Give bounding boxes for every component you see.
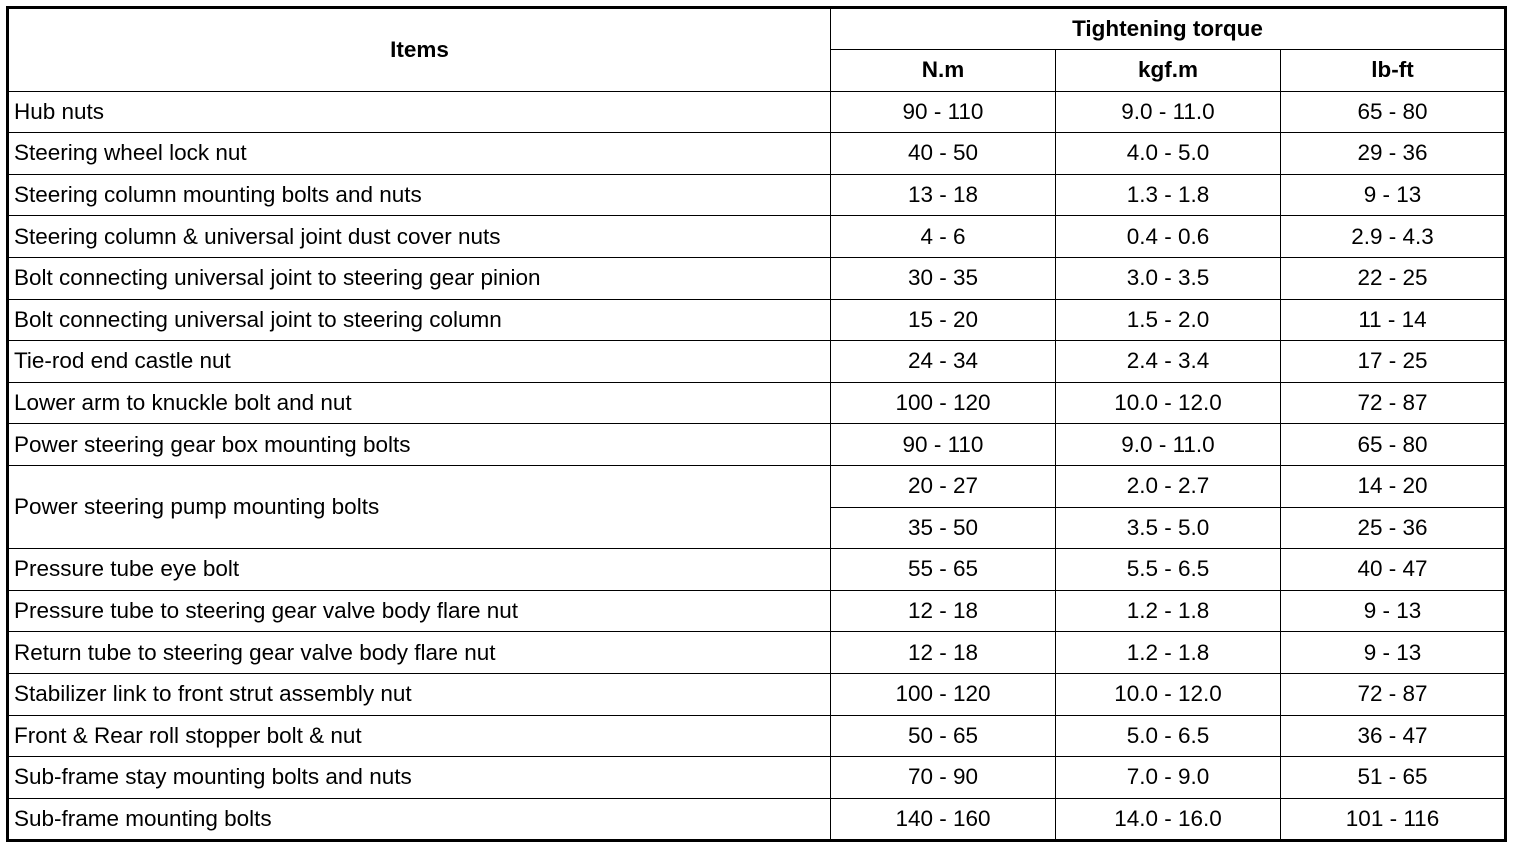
nm-cell: 55 - 65 <box>831 549 1056 591</box>
item-cell: Bolt connecting universal joint to steering gear pinion <box>8 257 831 299</box>
lbft-cell: 9 - 13 <box>1281 632 1506 674</box>
kgfm-cell: 14.0 - 16.0 <box>1056 798 1281 841</box>
table-row <box>8 590 1506 632</box>
item-cell: Bolt connecting universal joint to steering column <box>8 299 831 341</box>
nm-cell: 4 - 6 <box>831 216 1056 258</box>
lbft-cell: 51 - 65 <box>1281 757 1506 799</box>
lbft-cell: 9 - 13 <box>1281 174 1506 216</box>
nm-cell: 30 - 35 <box>831 257 1056 299</box>
nm-cell: 90 - 110 <box>831 91 1056 133</box>
lbft-cell: 65 - 80 <box>1281 424 1506 466</box>
kgfm-cell: 9.0 - 11.0 <box>1056 91 1281 133</box>
nm-cell: 40 - 50 <box>831 133 1056 175</box>
table-row <box>8 299 1506 341</box>
table-row <box>8 798 1506 841</box>
unit-header-kgfm: kgf.m <box>1056 50 1281 91</box>
lbft-cell: 65 - 80 <box>1281 91 1506 133</box>
lbft-cell: 25 - 36 <box>1281 507 1506 549</box>
lbft-cell: 2.9 - 4.3 <box>1281 216 1506 258</box>
item-cell: Power steering gear box mounting bolts <box>8 424 831 466</box>
table-row <box>8 757 1506 799</box>
kgfm-cell: 1.2 - 1.8 <box>1056 590 1281 632</box>
lbft-cell: 17 - 25 <box>1281 341 1506 383</box>
nm-cell: 100 - 120 <box>831 673 1056 715</box>
table-row <box>8 91 1506 133</box>
kgfm-cell: 4.0 - 5.0 <box>1056 133 1281 175</box>
items-header: Items <box>8 8 831 92</box>
item-cell: Return tube to steering gear valve body flare nut <box>8 632 831 674</box>
lbft-cell: 101 - 116 <box>1281 798 1506 841</box>
kgfm-cell: 0.4 - 0.6 <box>1056 216 1281 258</box>
lbft-cell: 22 - 25 <box>1281 257 1506 299</box>
nm-cell: 70 - 90 <box>831 757 1056 799</box>
torque-spec-table <box>6 6 1507 842</box>
table-row <box>8 424 1506 466</box>
kgfm-cell: 10.0 - 12.0 <box>1056 382 1281 424</box>
header-row <box>8 8 1506 50</box>
item-cell: Lower arm to knuckle bolt and nut <box>8 382 831 424</box>
nm-cell: 20 - 27 <box>831 465 1056 507</box>
lbft-cell: 36 - 47 <box>1281 715 1506 757</box>
item-cell: Pressure tube to steering gear valve body flare nut <box>8 590 831 632</box>
nm-cell: 50 - 65 <box>831 715 1056 757</box>
kgfm-cell: 2.0 - 2.7 <box>1056 465 1281 507</box>
lbft-cell: 72 - 87 <box>1281 673 1506 715</box>
tightening-torque-header: Tightening torque <box>831 8 1506 50</box>
nm-cell: 35 - 50 <box>831 507 1056 549</box>
table-row <box>8 382 1506 424</box>
table-row <box>8 715 1506 757</box>
lbft-cell: 40 - 47 <box>1281 549 1506 591</box>
kgfm-cell: 1.5 - 2.0 <box>1056 299 1281 341</box>
lbft-cell: 11 - 14 <box>1281 299 1506 341</box>
table-row <box>8 341 1506 383</box>
kgfm-cell: 1.3 - 1.8 <box>1056 174 1281 216</box>
table-row <box>8 465 1506 507</box>
kgfm-cell: 1.2 - 1.8 <box>1056 632 1281 674</box>
kgfm-cell: 7.0 - 9.0 <box>1056 757 1281 799</box>
nm-cell: 13 - 18 <box>831 174 1056 216</box>
item-cell: Steering wheel lock nut <box>8 133 831 175</box>
item-cell: Sub-frame mounting bolts <box>8 798 831 841</box>
kgfm-cell: 5.0 - 6.5 <box>1056 715 1281 757</box>
kgfm-cell: 10.0 - 12.0 <box>1056 673 1281 715</box>
table-row <box>8 133 1506 175</box>
table-row <box>8 174 1506 216</box>
item-cell: Pressure tube eye bolt <box>8 549 831 591</box>
table-row <box>8 216 1506 258</box>
unit-header-nm: N.m <box>831 50 1056 91</box>
kgfm-cell: 3.5 - 5.0 <box>1056 507 1281 549</box>
kgfm-cell: 2.4 - 3.4 <box>1056 341 1281 383</box>
table-row <box>8 257 1506 299</box>
lbft-cell: 29 - 36 <box>1281 133 1506 175</box>
item-cell: Hub nuts <box>8 91 831 133</box>
unit-header-lbft: lb-ft <box>1281 50 1506 91</box>
nm-cell: 140 - 160 <box>831 798 1056 841</box>
lbft-cell: 72 - 87 <box>1281 382 1506 424</box>
nm-cell: 90 - 110 <box>831 424 1056 466</box>
item-cell: Steering column & universal joint dust cover nuts <box>8 216 831 258</box>
kgfm-cell: 9.0 - 11.0 <box>1056 424 1281 466</box>
nm-cell: 12 - 18 <box>831 590 1056 632</box>
nm-cell: 12 - 18 <box>831 632 1056 674</box>
table-row <box>8 549 1506 591</box>
item-cell: Stabilizer link to front strut assembly nut <box>8 673 831 715</box>
lbft-cell: 9 - 13 <box>1281 590 1506 632</box>
item-cell: Front & Rear roll stopper bolt & nut <box>8 715 831 757</box>
kgfm-cell: 5.5 - 6.5 <box>1056 549 1281 591</box>
nm-cell: 15 - 20 <box>831 299 1056 341</box>
kgfm-cell: 3.0 - 3.5 <box>1056 257 1281 299</box>
item-cell: Tie-rod end castle nut <box>8 341 831 383</box>
item-cell: Steering column mounting bolts and nuts <box>8 174 831 216</box>
item-cell: Power steering pump mounting bolts <box>8 465 831 548</box>
item-cell: Sub-frame stay mounting bolts and nuts <box>8 757 831 799</box>
lbft-cell: 14 - 20 <box>1281 465 1506 507</box>
nm-cell: 24 - 34 <box>831 341 1056 383</box>
table-row <box>8 632 1506 674</box>
nm-cell: 100 - 120 <box>831 382 1056 424</box>
table-row <box>8 673 1506 715</box>
